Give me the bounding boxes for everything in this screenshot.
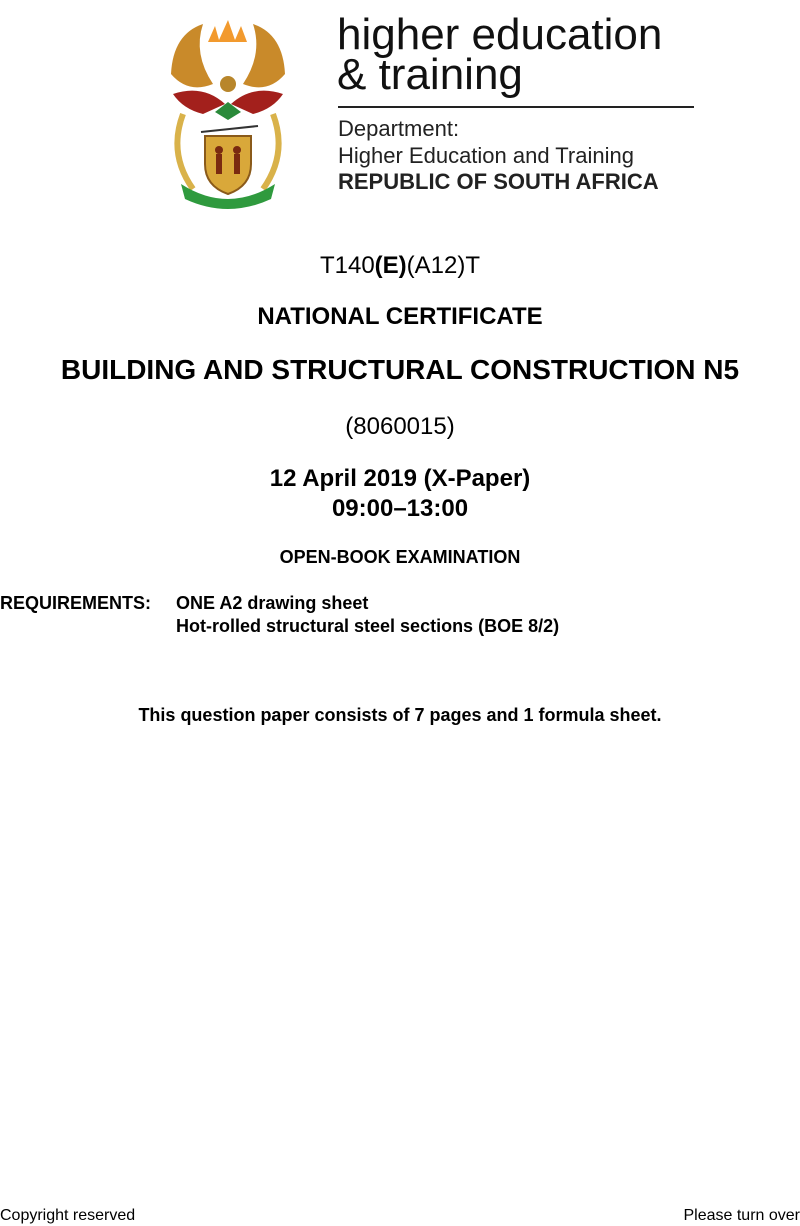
department-label: Department: [338,116,460,141]
requirement-item: Hot-rolled structural steel sections (BOE 8/2) [176,616,560,636]
requirement-item: ONE A2 drawing sheet [176,593,369,613]
paper-code [0,252,800,280]
paper-code-bold: (E) [374,252,407,279]
requirements-label: REQUIREMENTS: [0,593,152,613]
department-name: Higher Education and Training [338,143,634,168]
coat-of-arms-logo [163,14,293,214]
brand-line-1: higher education [337,10,663,59]
exam-time: 09:00–13:00 [331,495,469,522]
exam-type: OPEN-BOOK EXAMINATION [279,547,521,567]
brand-divider [338,106,694,108]
pages-note: This question paper consists of 7 pages and 1 formula sheet. [138,705,662,725]
paper-code-prefix: T140 [319,252,375,279]
footer-copyright: Copyright reserved [0,1207,136,1224]
subject-title: BUILDING AND STRUCTURAL CONSTRUCTION N5 [60,354,740,385]
subject-code: (8060015) [345,413,455,440]
certificate-title: NATIONAL CERTIFICATE [257,303,543,330]
paper-code-suffix: (A12)T [406,252,481,279]
country-name: REPUBLIC OF SOUTH AFRICA [338,169,659,194]
footer-turn-over: Please turn over [683,1207,800,1224]
exam-date: 12 April 2019 (X-Paper) [269,465,531,492]
brand-line-2: & training [337,50,523,99]
